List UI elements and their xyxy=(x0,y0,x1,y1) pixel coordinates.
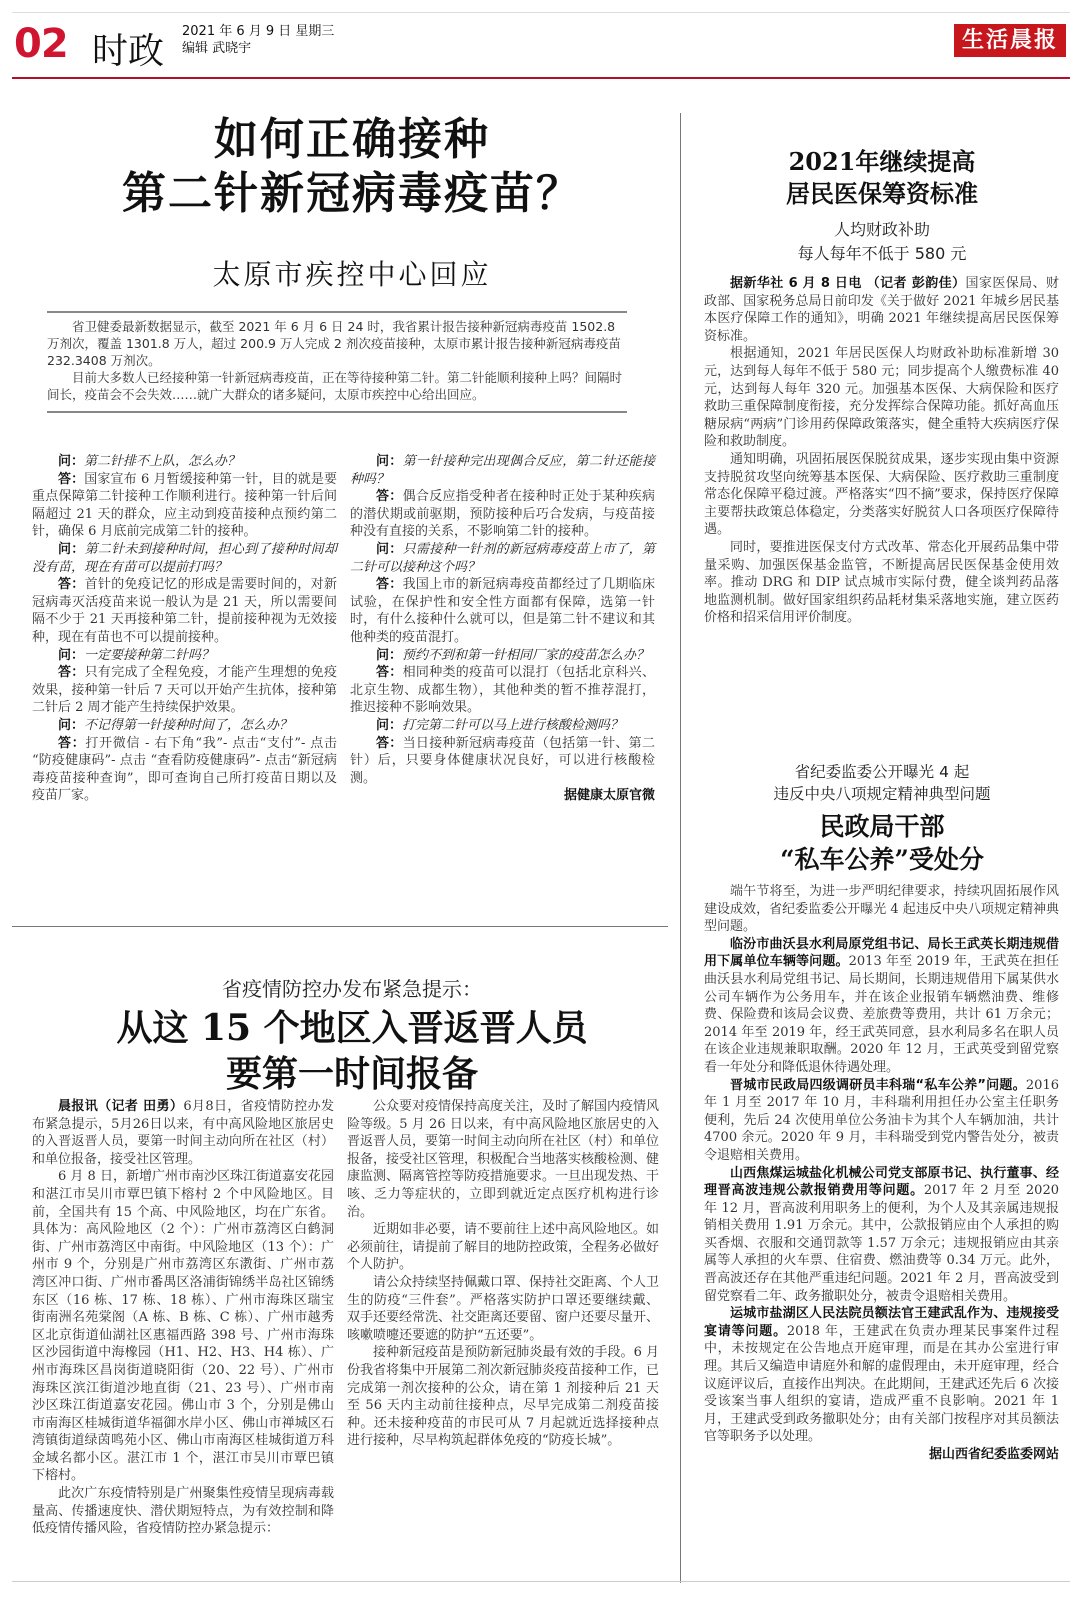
newspaper-page xyxy=(12,12,1070,1592)
article4-headline: 民政局干部 “私车公养”受处分 xyxy=(780,812,984,874)
page-number: 02 xyxy=(14,21,68,67)
article3-subheadline: 人均财政补助 每人每年不低于 580 元 xyxy=(797,220,967,263)
article1-qa-column-left xyxy=(32,453,337,805)
editor-credit: 编辑 武晓宇 xyxy=(182,41,252,56)
answer: 答：相同种类的疫苗可以混打（包括北京科兴、北京生物、成都生物），其他种类的暂不推荐混打，推迟接种不影响效果。 xyxy=(350,665,655,716)
question: 问：只需接种一针剂的新冠病毒疫苗上市了，第二针可以接种这个吗？ xyxy=(350,541,655,575)
paragraph: 据新华社 6 月 8 日电 （记者 彭韵佳）国家医保局、财政部、国家税务总局日前印发《关于做好 2021 年城乡居民基本医疗保障工作的通知》，明确 2021 年继续提高居民医保筹资标准。 xyxy=(704,276,1059,344)
paragraph: 请公众持续坚持佩戴口罩、保持社交距离、个人卫生的防疫“三件套”。严格落实防护口罩还要继续戴、双手还要经常洗、社交距离还要留、窗户还要尽量开、咳嗽喷嚏还要遮的防护“五还要”。 xyxy=(347,1274,660,1343)
paragraph: 6 月 8 日，新增广州市南沙区珠江街道嘉安花园和湛江市吴川市覃巴镇下榕村 2 个中风险地区。目前，全国共有 15 个高、中风险地区，均在广东省。具体为：高风险地区（2 个）：广州市荔湾区白鹤洞街、广州市荔湾区中南街。中风险地区（13 个）：广州市 9 个，分别是广州市荔湾区东漖街、广州市荔湾区冲口街、广州市番禺区洛浦街锦绣半岛社区锦绣东区（16 栋、17 栋、18 栋）、广州市海珠区瑞宝街南洲名苑棠阁（A 栋、B 栋、C 栋）、广州市越秀区北京街道仙湖社区惠福西路 398 号、广州市海珠区沙园街道中海橡园（H1、H2、H3、H4 栋）、广州市海珠区昌岗街道晓阳街（20、22 号）、广州市海珠区滨江街道沙地直街（21、23 号）、广州市南沙区珠江街道嘉安花园。佛山市 3 个，分别是佛山市南海区桂城街道华福御水岸小区、佛山市禅城区石湾镇街道绿茵鸣苑小区、佛山市南海区桂城街道万科金域名都小区。湛江市 1 个，湛江市吴川市覃巴镇下榕村。 xyxy=(32,1169,334,1484)
paragraph: 同时，要推进医保支付方式改革、常态化开展药品集中带量采购、加强医保基金监管，不断提高居民医保基金使用效率。推动 DRG 和 DIP 试点城市实际付费，健全谈判药品落地监测机制。做好国家组织药品耗材集采落地实施，建立医药价格和招采信用评价制度。 xyxy=(704,539,1059,626)
question: 问：打完第二针可以马上进行核酸检测吗？ xyxy=(376,717,624,733)
question: 问：预约不到和第一针相同厂家的疫苗怎么办？ xyxy=(376,647,650,663)
paragraph: 公众要对疫情保持高度关注，及时了解国内疫情风险等级。5 月 26 日以来，有中高风险地区旅居史的入晋返晋人员，要第一时间主动向所在社区（村）和单位报备，接受社区管理，积极配合当地落实核酸检测、健康监测、隔离管控等防疫措施要求。一旦出现发热、干咳、乏力等症状的，立即到就近定点医疗机构进行诊治。 xyxy=(347,1099,660,1220)
article2-kicker: 省疫情防控办发布紧急提示： xyxy=(222,977,482,1001)
paragraph: 此次广东疫情特别是广州聚集性疫情呈现病毒载量高、传播速度快、潜伏期短特点，为有效控制和降低疫情传播风险，省疫情防控办紧急提示： xyxy=(32,1486,334,1537)
dateline xyxy=(182,23,334,57)
question: 问：第一针接种完出现偶合反应，第二针还能接种吗？ xyxy=(350,454,655,487)
section-title: 时政 xyxy=(92,31,165,72)
article1-headline: 如何正确接种 第二针新冠病毒疫苗？ xyxy=(122,114,582,219)
article1-qa-column-right xyxy=(350,453,655,805)
answer: 答：首针的免疫记忆的形成是需要时间的，对新冠病毒灭活疫苗来说一般认为是 21 天，所以需要间隔不少于 21 天再接种第二针，提前接种视为无效接种，现在有苗也不可以提前接种。 xyxy=(32,577,337,645)
article1-subheadline: 太原市疾控中心回应 xyxy=(212,258,492,291)
case-paragraph: 山西焦煤运城盐化机械公司党支部原书记、执行董事、经理晋高波违规公款报销费用等问题。2017 年 2 月至 2020 年 12 月，晋高波利用职务上的便利，为个人及其亲属违规报销相关费用 1.91 万余元。其中，公款报销应由个人承担的购买香烟、衣服和交通罚款等 1.57 万余元；违规报销应由其亲属等人承担的火车票、住宿费、燃油费等 0.34 万元。此外，晋高波还存在其他严重违纪问题。2021 年 2 月，晋高波受到留党察看二年、政务撤职处分，被责令退赔相关费用。 xyxy=(704,1165,1059,1304)
question: 问：不记得第一针接种时间了，怎么办？ xyxy=(58,717,293,733)
lead-paragraph: 省卫健委最新数据显示，截至 2021 年 6 月 6 日 24 时，我省累计报告接种新冠病毒疫苗 1502.8 万剂次，覆盖 1301.8 万人，超过 200.9 万人完成 2 剂次疫苗接种，太原市累计报告接种新冠病毒疫苗 232.3408 万剂次。 xyxy=(47,319,621,368)
article2-headline: 从这 15 个地区入晋返晋人员 要第一时间报备 xyxy=(116,1007,588,1095)
article4-kicker: 省纪委监委公开曝光 4 起 违反中央八项规定精神典型问题 xyxy=(773,763,991,803)
article3-headline: 2021年继续提高 居民医保筹资标准 xyxy=(786,147,978,208)
question: 问：第二针未到接种时间，担心到了接种时间却没有苗，现在有苗可以提前打吗？ xyxy=(32,541,337,575)
issue-date: 2021 年 6 月 9 日 星期三 xyxy=(182,24,335,39)
answer: 答：当日接种新冠病毒疫苗（包括第一针、第二针）后，只要身体健康状况良好，可以进行核酸检测。 xyxy=(350,735,655,786)
article1-lead xyxy=(47,311,627,413)
lead-paragraph: 目前大多数人已经接种第一针新冠病毒疫苗，正在等待接种第二针。第二针能顺利接种上吗？间隔时间长，疫苗会不会失效……就广大群众的诸多疑问，太原市疾控中心给出回应。 xyxy=(47,370,623,402)
case-paragraph: 临汾市曲沃县水利局原党组书记、局长王武英长期违规借用下属单位车辆等问题。2013 年至 2019 年，王武英在担任曲沃县水利局党组书记、局长期间，长期违规借用下属某供水公司车辆作为公务用车，并在该企业报销车辆燃油费、维修费、保险费和该局会议费、差旅费等费用，共计 61 万余元；2014 年至 2019 年，经王武英同意，县水利局多名在职人员在该企业违规兼职取酬。2020 年 12 月，王武英受到留党察看一年处分和降低退休待遇处理。 xyxy=(704,936,1059,1075)
paragraph: 根据通知，2021 年居民医保人均财政补助标准新增 30 元，达到每人每年不低于 580 元；同步提高个人缴费标准 40 元，达到每人每年 320 元。加强基本医保、大病保险和医疗救助三重保障制度衔接，充分发挥综合保障功能。抓好高血压糖尿病“两病”门诊用药保障政策落实，健全重特大疾病医疗保险和救助制度。 xyxy=(704,346,1059,450)
answer: 答：国家宣布 6 月暂缓接种第一针，目的就是要重点保障第二针接种工作顺利进行。接种第一针后间隔超过 21 天的群众，应主动到疫苗接种点预约第二针，确保 6 月底前完成第二针的接种。 xyxy=(32,471,337,540)
paragraph: 晨报讯（记者 田勇）6月8日，省疫情防控办发布紧急提示，5月26日以来，有中高风险地区旅居史的入晋返晋人员，要第一时间主动向所在社区（村）和单位报备，接受社区管理。 xyxy=(32,1099,335,1167)
case-paragraph: 晋城市民政局四级调研员丰科瑞“私车公养”问题。2016 年 1 月至 2017 年 10 月，丰科瑞利用担任办公室主任职务便利，先后 24 次使用单位公务油卡为其个人车辆加油，共计 4700 余元。2020 年 9 月，丰科瑞受到党内警告处分，被责令退赔相关费用。 xyxy=(704,1077,1059,1163)
section-separator xyxy=(12,926,668,927)
article4-source: 据山西省纪委监委网站 xyxy=(928,1447,1059,1462)
newspaper-logo: 生活晨报 xyxy=(954,24,1066,57)
article3-body xyxy=(704,275,1059,627)
article2-byline: 晨报讯（记者 田勇） xyxy=(58,1099,184,1114)
article2-column-left xyxy=(32,1098,334,1538)
case-paragraph: 运城市盐湖区人民法院员额法官王建武乱作为、违规接受宴请等问题。2018 年，王建武在负责办理某民事案件过程中，未按规定在公告地点开庭审理，而是在其办公室进行审理。其后又编造申请庭外和解的虚假理由，未开庭审理，经合议庭评议后，直接作出判决。在此期间，王建武还先后 6 次接受该案当事人组织的宴请，造成严重不良影响。2021 年 1 月，王建武受到政务撤职处分；由有关部门按程序对其员额法官等职务予以处理。 xyxy=(704,1306,1059,1445)
paragraph: 接种新冠疫苗是预防新冠肺炎最有效的手段。6 月份我省将集中开展第二剂次新冠肺炎疫苗接种工作，已完成第一剂次接种的公众，请在第 1 剂接种后 21 天至 56 天内主动前往接种点，尽早完成第二剂疫苗接种。还未接种疫苗的市民可从 7 月起就近选择接种点进行接种，尽早构筑起群体免疫的“防疫长城”。 xyxy=(347,1345,660,1449)
article1-source: 据健康太原官微 xyxy=(563,788,655,804)
column-divider xyxy=(680,113,681,1583)
answer: 答：偶合反应指受种者在接种时正处于某种疾病的潜伏期或前驱期，预防接种后巧合发病，与疫苗接种没有直接的关系，不影响第二针的接种。 xyxy=(350,489,655,540)
answer: 答：我国上市的新冠病毒疫苗都经过了几期临床试验，在保护性和安全性方面都有保障，选第一针时，有什么接种什么就可以，但是第二针不建议和其他种类的疫苗混打。 xyxy=(350,577,655,645)
answer: 答：打开微信 - 右下角“我”- 点击“支付”- 点击 “防疫健康码”- 点击 “查看防疫健康码”- 点击“新冠病毒疫苗接种查询”，即可查询自己所打疫苗日期以及疫苗厂家。 xyxy=(32,735,337,804)
masthead xyxy=(12,13,1070,79)
answer: 答：只有完成了全程免疫，才能产生理想的免疫效果，接种第一针后 7 天可以开始产生抗体，接种第二针后 2 周才能产生持续保护效果。 xyxy=(32,665,337,716)
question: 问：一定要接种第二针吗？ xyxy=(58,647,215,663)
page-bottom-rule xyxy=(12,1581,1070,1582)
paragraph: 端午节将至，为进一步严明纪律要求，持续巩固拓展作风建设成效，省纪委监委公开曝光 4 起违反中央八项规定精神典型问题。 xyxy=(704,884,1059,935)
paragraph: 通知明确，巩固拓展医保脱贫成果，逐步实现由集中资源支持脱贫攻坚向统筹基本医保、大病保险、医疗救助三重制度常态化保障平稳过渡。严格落实“四不摘”要求，保持医疗保障主要帮扶政策总体稳定，分类落实好脱贫人口各项医疗保障待遇。 xyxy=(704,451,1059,538)
question: 问：第二针排不上队，怎么办？ xyxy=(58,454,241,469)
article3-byline: 据新华社 6 月 8 日电 （记者 彭韵佳） xyxy=(730,276,966,291)
article2-column-right xyxy=(347,1098,659,1450)
paragraph: 近期如非必要，请不要前往上述中高风险地区。如必须前往，请提前了解目的地防控政策，全程务必做好个人防护。 xyxy=(347,1222,660,1273)
article4-body xyxy=(704,883,1059,1464)
